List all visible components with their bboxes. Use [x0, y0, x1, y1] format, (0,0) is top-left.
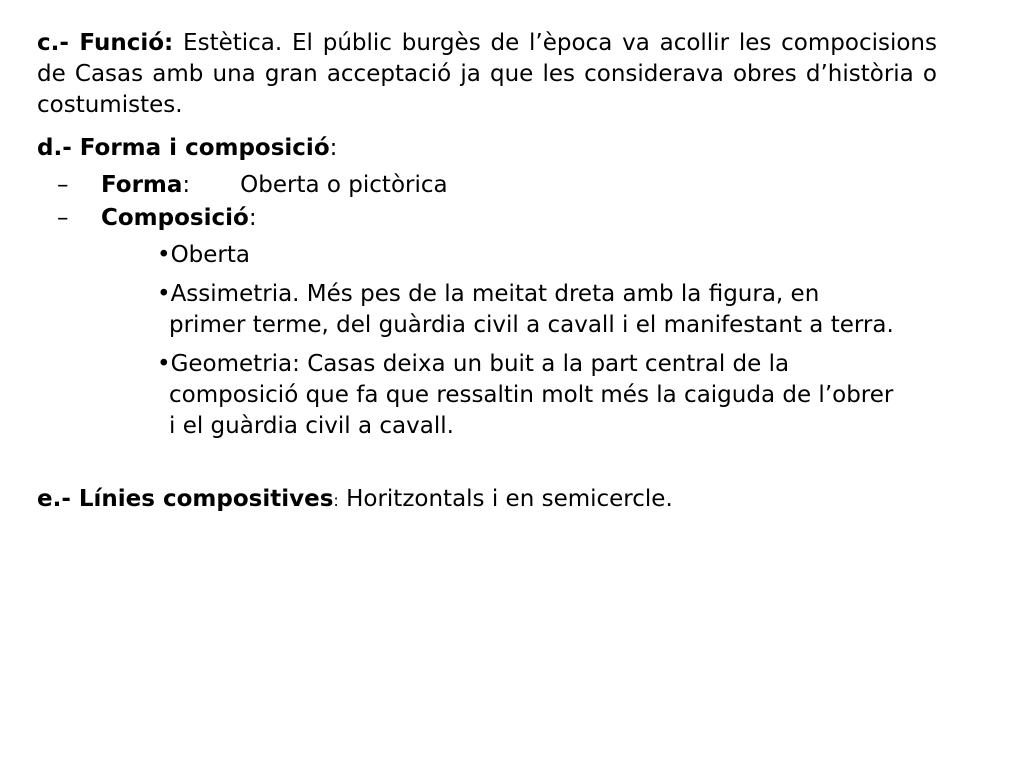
composicio-colon: :	[248, 205, 257, 231]
section-e-text: Horitzontals i en semicercle.	[338, 486, 673, 512]
slide-content	[37, 28, 937, 516]
composicio-bullet-list	[157, 240, 897, 442]
bullet-text: Geometria: Casas deixa un buit a la part central de la composició que fa que ressaltin molt més la caiguda de l’obrer i el guàrdia civil a cavall.	[169, 351, 894, 439]
dash-marker: –	[57, 205, 69, 231]
section-e-line	[37, 484, 937, 516]
bullet-marker: •	[157, 242, 171, 268]
forma-colon: :	[182, 172, 191, 198]
forma-value: Oberta o pictòrica	[240, 172, 448, 198]
dash-marker: –	[57, 172, 69, 198]
forma-label: Forma	[101, 172, 183, 198]
list-item-composicio	[37, 203, 937, 234]
section-c-label: c.- Funció:	[37, 30, 174, 56]
section-d-dash-list	[37, 170, 937, 234]
section-d-colon: :	[329, 135, 338, 161]
bullet-marker: •	[157, 281, 171, 307]
bullet-text: Assimetria. Més pes de la meitat dreta amb la figura, en primer terme, del guàrdia civil a cavall i el manifestant a terra.	[169, 281, 894, 338]
bullet-item-geometria	[157, 349, 897, 442]
section-d-label: d.- Forma i composició	[37, 135, 330, 161]
section-d-heading	[37, 133, 937, 164]
composicio-label: Composició	[101, 205, 249, 231]
bullet-marker: •	[157, 351, 171, 377]
section-c-text: Estètica. El públic burgès de l’època va acollir les compocisions de Casas amb una gran acceptació ja que les considerava obres d’història o costumistes.	[37, 30, 937, 118]
list-item-forma	[37, 170, 937, 201]
section-e-label: e.- Línies compositives	[37, 486, 334, 512]
bullet-item-oberta	[157, 240, 897, 271]
bullet-item-assimetria	[157, 279, 897, 341]
bullet-text: Oberta	[170, 242, 250, 268]
section-c-paragraph	[37, 28, 937, 121]
section-e-colon: :	[333, 491, 339, 510]
